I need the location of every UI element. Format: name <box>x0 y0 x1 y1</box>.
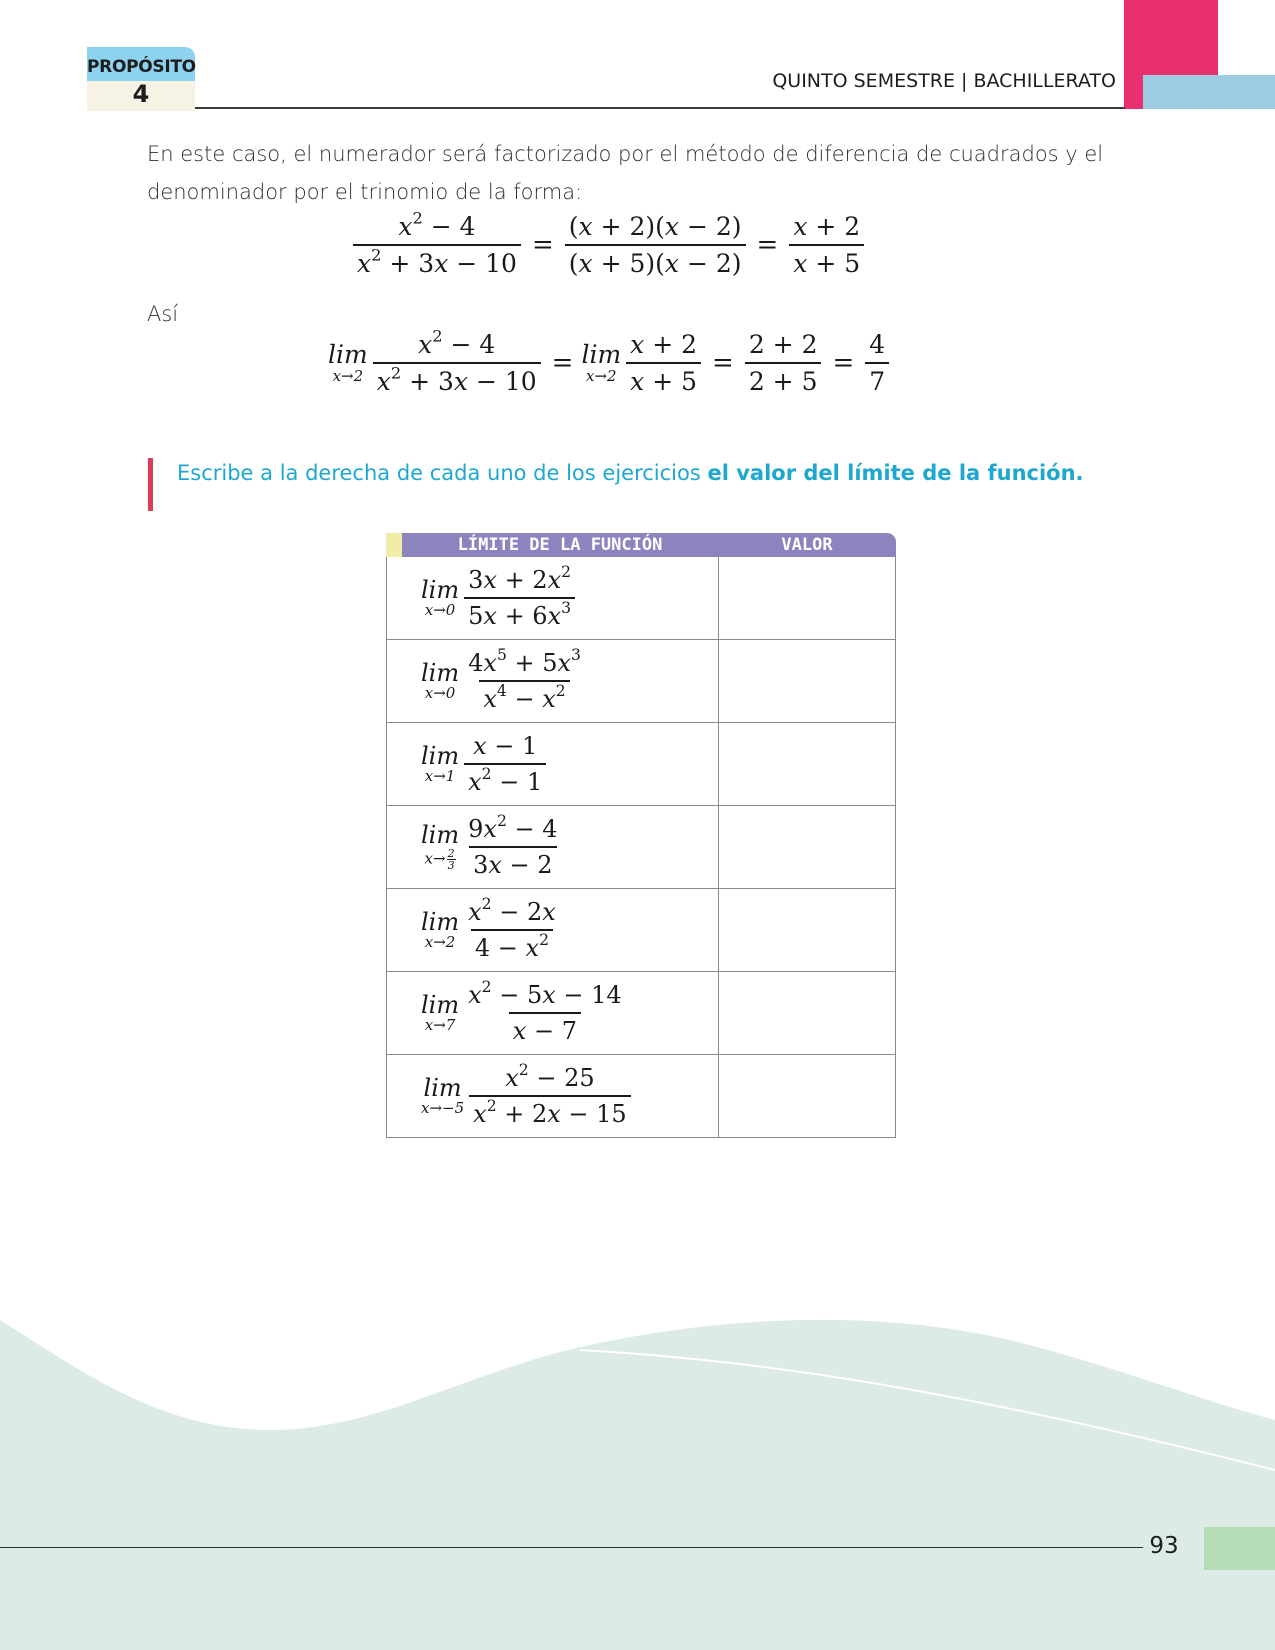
limit-expression: lim x→−5 $\frac{x^2 - 25}{x^2 + 2x - 15}$ <box>387 1055 719 1137</box>
badge-number: 4 <box>132 80 150 108</box>
value-cell[interactable] <box>719 557 895 639</box>
table-row <box>386 723 896 806</box>
value-cell[interactable] <box>719 1055 895 1137</box>
limit-expression: lim x→2 $\frac{x^2 - 2x}{4 - x^2}$ <box>387 889 719 971</box>
footer-wave-decoration <box>0 1310 1275 1650</box>
paragraph-1: En este caso, el numerador será factorizado por el método de diferencia de cuadrados y el <box>147 142 1104 166</box>
table-row <box>386 806 896 889</box>
header-limit: LÍMITE DE LA FUNCIÓN <box>457 535 663 555</box>
table-header <box>386 533 896 557</box>
header-decoration-blue <box>1143 75 1275 109</box>
value-cell[interactable] <box>719 640 895 722</box>
paragraph-2: denominador por el trinomio de la forma: <box>147 180 583 204</box>
exercise-table <box>386 533 896 1138</box>
instruction-bold: el valor del límite de la función. <box>707 461 1084 485</box>
proposito-badge <box>87 47 195 111</box>
footer-divider <box>0 1547 1143 1548</box>
table-row <box>386 972 896 1055</box>
header-divider <box>195 107 1125 109</box>
header-title: QUINTO SEMESTRE | BACHILLERATO <box>772 70 1116 92</box>
factorization-equation: $\frac{x^2 - 4}{x^2 + 3x - 10}$ = $\frac{(x + 2)(x - 2)}{(x + 5)(x - 2)}$ = $\frac{x + 2}{x + 5}$ <box>350 212 867 278</box>
limit-expression: lim x→0 $\frac{3x + 2x^2}{5x + 6x^3}$ <box>387 557 719 639</box>
value-cell[interactable] <box>719 723 895 805</box>
badge-label: PROPÓSITO <box>87 57 196 77</box>
table-row <box>386 640 896 723</box>
limit-expression: lim x→1 $\frac{x - 1}{x^2 - 1}$ <box>387 723 719 805</box>
table-row <box>386 1055 896 1138</box>
value-cell[interactable] <box>719 806 895 888</box>
table-row <box>386 889 896 972</box>
page-number: 93 <box>1149 1533 1179 1559</box>
instruction-accent-bar <box>148 458 153 511</box>
paragraph-asi: Así <box>147 302 179 326</box>
limit-expression: lim x→7 $\frac{x^2 - 5x - 14}{x - 7}$ <box>387 972 719 1054</box>
limit-expression: lim x→ $\frac{2}{3}$ $\frac{9x^2 - 4}{3x - 2}$ <box>387 806 719 888</box>
limit-expression: lim x→0 $\frac{4x^5 + 5x^3}{x^4 - x^2}$ <box>387 640 719 722</box>
instruction-normal: Escribe a la derecha de cada uno de los ejercicios <box>177 461 708 485</box>
limit-equation: lim x→2 $\frac{x^2 - 4}{x^2 + 3x - 10}$ = lim x→2 $\frac{x + 2}{x + 5}$ = $\frac{2 + 2}{2 + 5}$ = $\frac{4}{7}$ <box>328 330 892 396</box>
footer-tab-decoration <box>1204 1527 1275 1570</box>
value-cell[interactable] <box>719 972 895 1054</box>
header-value: VALOR <box>781 535 833 555</box>
instruction-text <box>177 461 1084 485</box>
value-cell[interactable] <box>719 889 895 971</box>
table-row <box>386 557 896 640</box>
